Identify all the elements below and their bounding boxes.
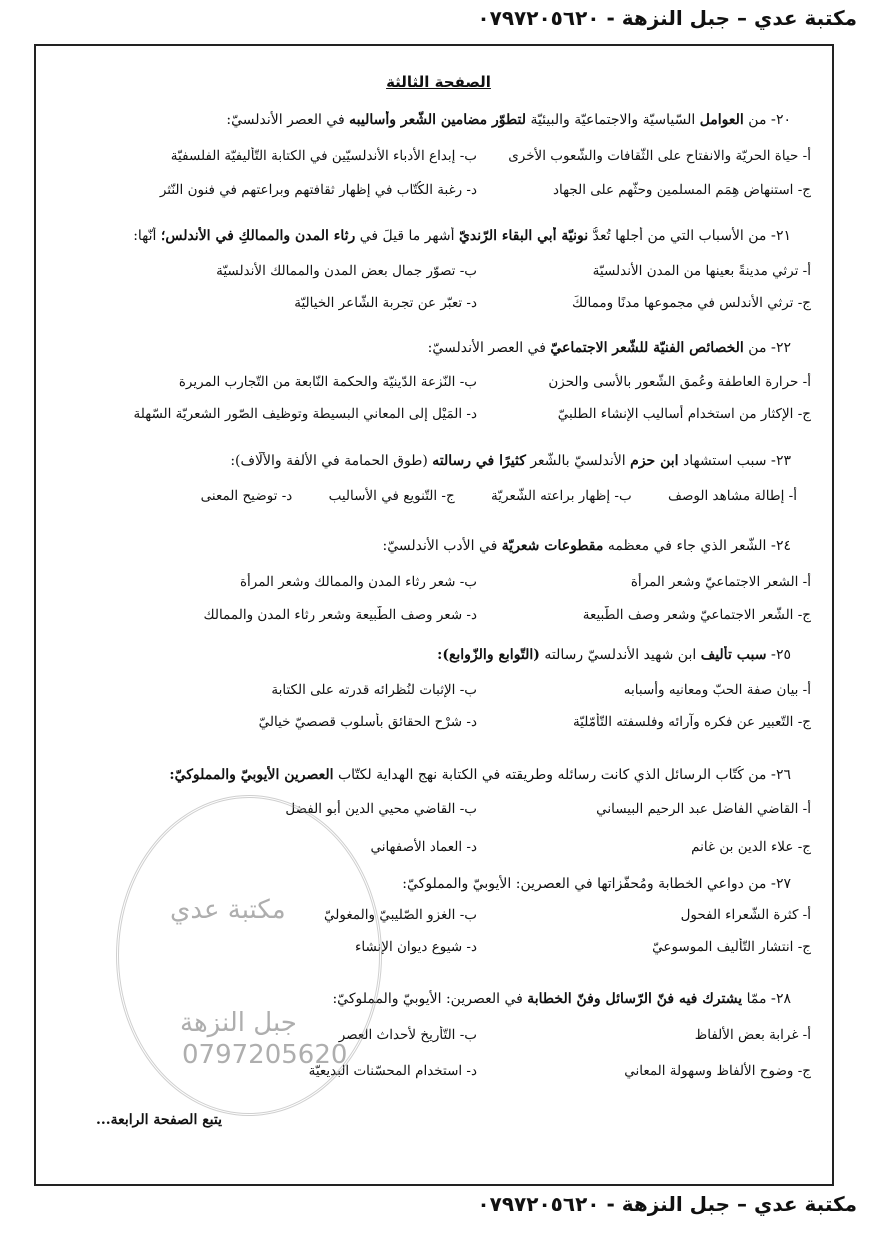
question-25: ٢٥- سبب تأليف ابن شهيد الأندلسيّ رسالته (التّوابع والزّوابع): xyxy=(437,647,791,663)
option-b[interactable]: ب- التّأريخ لأحداث العصر xyxy=(338,1027,477,1043)
question-21: ٢١- من الأسباب التي من أجلها تُعدُّ نونيّة أبي البقاء الرّنديّ أشهر ما قيلَ في رثاء المدن والممالكِ في الأندلس؛ أنّها: xyxy=(133,228,791,244)
question-27: ٢٧- من دواعي الخطابة ومُحفّزاتها في العصرين: الأيوبيّ والمملوكيّ: xyxy=(402,876,791,892)
option-b[interactable]: ب- الإثبات لنُظرائه قدرته على الكتابة xyxy=(271,682,477,698)
option-a[interactable]: أ- حياة الحريّة والانفتاح على الثّقافات والشّعوب الأخرى xyxy=(508,148,811,164)
option-a[interactable]: أ- ترثي مدينةً بعينها من المدن الأندلسيّة xyxy=(592,263,811,279)
stamp-name: مكتبة عدي xyxy=(170,895,286,925)
question-20: ٢٠- من العوامل السّياسيّة والاجتماعيّة والبيئيّة لتطوّر مضامين الشّعر وأساليبه في العصر الأندلسيّ: xyxy=(226,112,791,128)
option-c[interactable]: ج- علاء الدين بن غانم xyxy=(691,839,811,855)
option-d[interactable]: د- توضيح المعنى xyxy=(200,488,293,504)
option-c[interactable]: ج- انتشار التّأليف الموسوعيّ xyxy=(652,939,811,955)
question-23: ٢٣- سبب استشهاد ابن حزم الأندلسيّ بالشّعر كثيرًا في رسالته (طوق الحمامة في الأُلفة والأُلّاف): xyxy=(230,453,791,469)
option-a[interactable]: أ- القاضي الفاضل عبد الرحيم البيساني xyxy=(596,801,811,817)
option-d[interactable]: د- المَيْل إلى المعاني البسيطة وتوظيف الصّور الشعريّة السّهلة xyxy=(133,406,477,422)
option-d[interactable]: د- شيوع ديوان الإنشاء xyxy=(355,939,477,955)
option-c[interactable]: ج- ترثي الأندلس في مجموعها مدنًا وممالكَ xyxy=(571,295,811,311)
question-24: ٢٤- الشّعر الذي جاء في معظمه مقطوعات شعريّة في الأدب الأندلسيّ: xyxy=(382,538,791,554)
option-b[interactable]: ب- النّزعة الدّينيّة والحكمة النّابعة من التّجارب المريرة xyxy=(178,374,477,390)
option-d[interactable]: د- رغبة الكُتّاب في إظهار ثقافتهم وبراعتهم في فنون النّثر xyxy=(159,182,477,198)
page-header: مكتبة عدي – جبل النزهة - ٠٧٩٧٢٠٥٦٢٠ xyxy=(477,6,857,30)
question-26: ٢٦- من كُتّاب الرسائل الذي كانت رسائله وطريقته في الكتابة نهج الهداية لكتّاب العصرين الأيوبيّ والمملوكيّ: xyxy=(169,767,791,783)
option-b[interactable]: ب- شعر رثاء المدن والممالك وشعر المرأة xyxy=(239,574,477,590)
page-title: الصفحة الثالثة xyxy=(386,73,491,91)
option-b[interactable]: ب- القاضي محيي الدين أبو الفضل xyxy=(285,801,477,817)
option-b[interactable]: ب- الغزو الصّليبيّ والمغوليّ xyxy=(324,907,477,923)
option-a[interactable]: أ- الشعر الاجتماعيّ وشعر المرأة xyxy=(630,574,811,590)
option-c[interactable]: ج- الإكثار من استخدام أساليب الإنشاء الطلبيّ xyxy=(557,406,811,422)
question-22: ٢٢- من الخصائص الفنيّة للشّعر الاجتماعيّ في العصر الأندلسيّ: xyxy=(427,340,791,356)
option-a[interactable]: أ- حرارة العاطفة وعُمق الشّعور بالأسى والحزن xyxy=(548,374,811,390)
option-d[interactable]: د- العماد الأصفهاني xyxy=(370,839,477,855)
option-a[interactable]: أ- غرابة بعض الألفاظ xyxy=(694,1027,811,1043)
option-b[interactable]: ب- تصوّر جمال بعض المدن والممالك الأندلسيّة xyxy=(216,263,477,279)
option-a[interactable]: أ- إطالة مشاهد الوصف xyxy=(667,488,797,504)
option-d[interactable]: د- تعبّر عن تجربة الشّاعر الخياليّة xyxy=(294,295,477,311)
continue-note: يتبع الصفحة الرابعة... xyxy=(95,1112,222,1128)
option-b[interactable]: ب- إبداع الأدباء الأندلسيّين في الكتابة التّأليفيّة الفلسفيّة xyxy=(170,148,477,164)
option-c[interactable]: ج- الشّعر الاجتماعيّ وشعر وصف الطّبيعة xyxy=(582,607,811,623)
option-d[interactable]: د- شرْح الحقائق بأسلوب قصصيّ خياليّ xyxy=(258,714,477,730)
option-a[interactable]: أ- بيان صفة الحبّ ومعانيه وأسبابه xyxy=(623,682,811,698)
options-row xyxy=(40,487,797,505)
option-d[interactable]: د- استخدام المحسّنات البديعيّة xyxy=(308,1063,477,1079)
option-c[interactable]: ج- التّعبير عن فكره وآرائه وفلسفته التّأمّليّة xyxy=(572,714,811,730)
option-b[interactable]: ب- إظهار براعته الشّعريّة xyxy=(491,488,632,504)
question-28: ٢٨- ممّا يشترك فيه فنّ الرّسائل وفنّ الخطابة في العصرين: الأيوبيّ والمملوكيّ: xyxy=(332,991,791,1007)
option-a[interactable]: أ- كثرة الشّعراء الفحول xyxy=(680,907,811,923)
option-c[interactable]: ج- التّنويع في الأساليب xyxy=(328,488,455,504)
stamp-place: جبل النزهة xyxy=(180,1008,297,1038)
option-c[interactable]: ج- وضوح الألفاظ وسهولة المعاني xyxy=(624,1063,811,1079)
option-c[interactable]: ج- استنهاض هِمَم المسلمين وحثّهم على الجهاد xyxy=(553,182,811,198)
stamp-phone: 0797205620 xyxy=(182,1040,348,1070)
page-footer: مكتبة عدي – جبل النزهة - ٠٧٩٧٢٠٥٦٢٠ xyxy=(477,1192,857,1216)
option-d[interactable]: د- شعر وصف الطّبيعة وشعر رثاء المدن والممالك xyxy=(203,607,477,623)
